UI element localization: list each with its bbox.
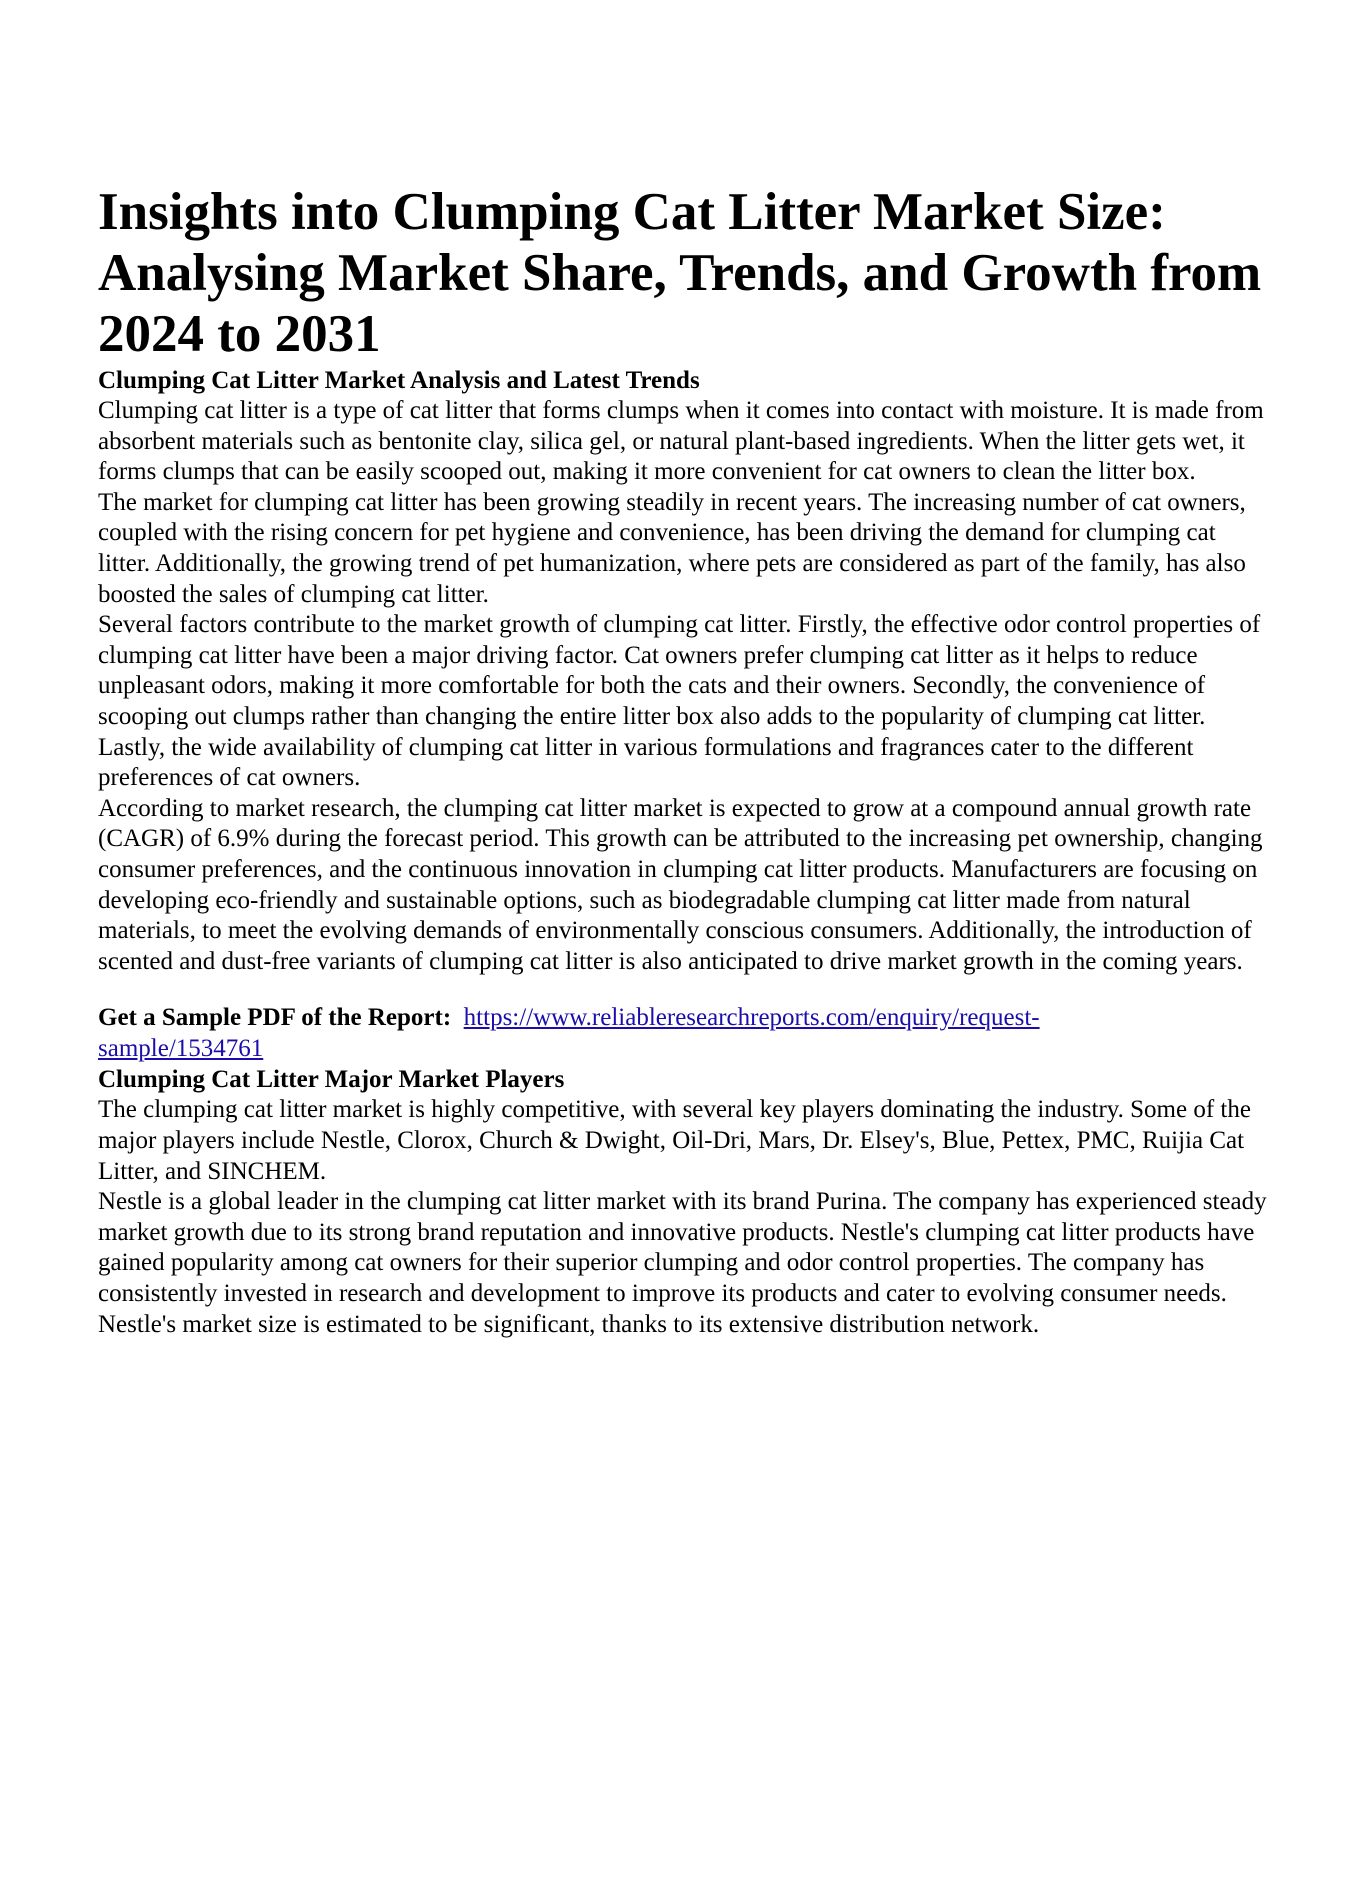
sample-pdf-line [98,1003,1268,1064]
paragraph-market-growth: The market for clumping cat litter has been growing steadily in recent years. The increasing number of cat owners, coupled with the rising concern for pet hygiene and convenience, has been driving the demand for clumping cat litter. Additionally, the growing trend of pet humanization, where pets are considered as part of the family, has also boosted the sales of clumping cat litter. [98,488,1246,608]
sample-pdf-link-line1: https://www.reliableresearchreports.com/enquiry/request- [463,1004,1040,1032]
sample-pdf-label: Get a Sample PDF of the Report: [98,1004,452,1032]
paragraph-definition: Clumping cat litter is a type of cat litter that forms clumps when it comes into contact with moisture. It is made from absorbent materials such as bentonite clay, silica gel, or natural plant-based ingredients. When the litter gets wet, it forms clumps that can be easily scooped out, making it more convenient for cat owners to clean the litter box. [98,397,1264,486]
sample-pdf-link-line2: sample/1534761 [98,1034,264,1062]
paragraph-major-players: The clumping cat litter market is highly competitive, with several key players dominating the industry. Some of the major players include Nestle, Clorox, Church & Dwight, Oil-Dri, Mars, Dr. Elsey's, Blue, Pettex, PMC, Ruijia Cat Litter, and SINCHEM. [98,1096,1251,1185]
paragraph-cagr: According to market research, the clumping cat litter market is expected to grow at a compound annual growth rate (CAGR) of 6.9% during the forecast period. This growth can be attributed to the increasing pet ownership, changing consumer preferences, and the continuous innovation in clumping cat litter products. Manufacturers are focusing on developing eco-friendly and sustainable options, such as biodegradable clumping cat litter made from natural materials, to meet the evolving demands of environmentally conscious consumers. Additionally, the introduction of scented and dust-free variants of clumping cat litter is also anticipated to drive market growth in the coming years. [98,794,1263,975]
paragraph-growth-factors: Several factors contribute to the market growth of clumping cat litter. Firstly, the effective odor control properties of clumping cat litter have been a major driving factor. Cat owners prefer clumping cat litter as it helps to reduce unpleasant odors, making it more comfortable for both the cats and their owners. Secondly, the convenience of scooping out clumps rather than changing the entire litter box also adds to the popularity of clumping cat litter. Lastly, the wide availability of clumping cat litter in various formulations and fragrances cater to the different preferences of cat owners. [98,611,1261,792]
page-title: Insights into Clumping Cat Litter Market Size: Analysing Market Share, Trends, and Growth from 2024 to 2031 [98,183,1262,363]
section-heading-analysis: Clumping Cat Litter Market Analysis and Latest Trends [98,367,700,394]
section-heading-players: Clumping Cat Litter Major Market Players [98,1066,565,1094]
document-page [98,182,1268,1340]
paragraph-nestle: Nestle is a global leader in the clumping cat litter market with its brand Purina. The company has experienced steady market growth due to its strong brand reputation and innovative products. Nestle's clumping cat litter products have gained popularity among cat owners for their superior clumping and odor control properties. The company has consistently invested in research and development to improve its products and cater to evolving consumer needs. Nestle's market size is estimated to be significant, thanks to its extensive distribution network. [98,1188,1267,1338]
